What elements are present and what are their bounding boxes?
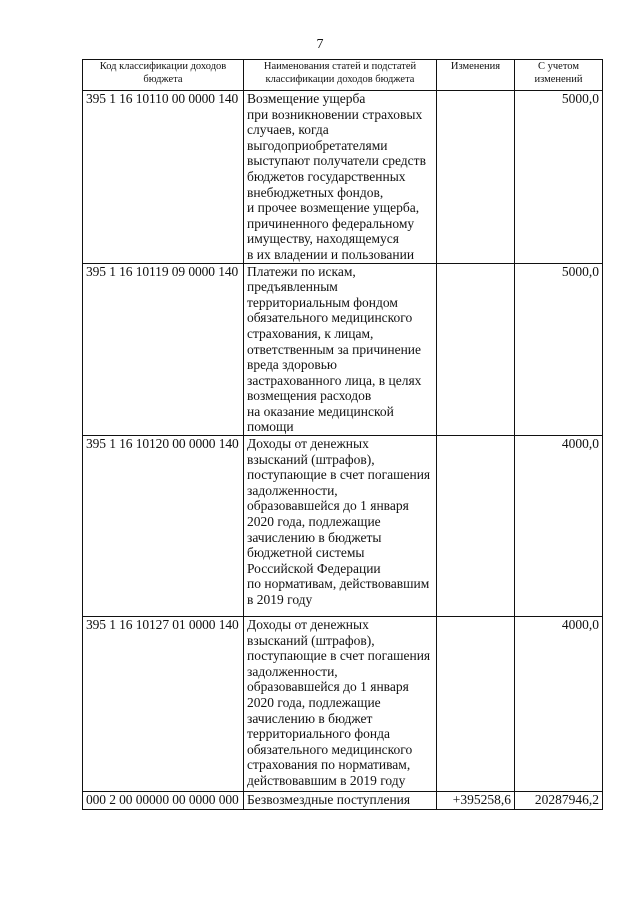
cell-name (244, 263, 437, 436)
table-row (83, 436, 603, 617)
cell-code: 000 2 00 00000 00 0000 000 (83, 792, 244, 810)
name-line: 2020 года, подлежащие (247, 695, 381, 711)
name-line: зачислению в бюджет (247, 710, 373, 726)
name-line: поступающие в счет погашения (247, 648, 431, 664)
name-line: и прочее возмещение ущерба, (247, 200, 420, 216)
name-line: в их владении и пользовании (247, 246, 415, 262)
cell-total: 4000,0 (515, 617, 603, 792)
name-line: по нормативам, действовавшим (247, 576, 430, 592)
name-line: имуществу, находящемуся (247, 231, 399, 247)
table-header-row (83, 60, 603, 91)
name-line: Доходы от денежных (247, 617, 369, 633)
name-line: образовавшейся до 1 января (247, 679, 409, 695)
name-line: взысканий (штрафов), (247, 451, 375, 467)
cell-name (244, 792, 437, 810)
name-line: возмещения расходов (247, 388, 372, 404)
cell-code: 395 1 16 10110 00 0000 140 (83, 91, 244, 264)
cell-change (437, 91, 515, 264)
name-line: зачислению в бюджеты (247, 529, 382, 545)
name-line: обязательного медицинского (247, 741, 413, 757)
name-line: территориального фонда (247, 726, 390, 742)
cell-total: 5000,0 (515, 263, 603, 436)
name-line: случаев, когда (247, 122, 329, 138)
cell-change (437, 617, 515, 792)
name-line: задолженности, (247, 482, 338, 498)
cell-name (244, 617, 437, 792)
name-line: Безвозмездные поступления (247, 792, 411, 808)
name-line: страхования, к лицам, (247, 325, 374, 341)
header-change: Изменения (437, 60, 515, 91)
cell-total: 5000,0 (515, 91, 603, 264)
name-line: в 2019 году (247, 592, 313, 607)
cell-name (244, 91, 437, 264)
cell-change (437, 436, 515, 617)
name-line: действовавшим в 2019 году (247, 773, 406, 788)
cell-name (244, 436, 437, 617)
page-number: 7 (316, 37, 324, 52)
name-line: задолженности, (247, 663, 338, 679)
name-line: бюджетов государственных (247, 168, 406, 184)
name-line: бюджетной системы (247, 545, 365, 561)
cell-change (437, 263, 515, 436)
name-line: на оказание медицинской (247, 403, 394, 419)
cell-code: 395 1 16 10120 00 0000 140 (83, 436, 244, 617)
name-line: 2020 года, подлежащие (247, 514, 381, 530)
table-row (83, 792, 603, 810)
name-line: обязательного медицинского (247, 310, 413, 326)
name-line: Доходы от денежных (247, 436, 369, 452)
name-line: помощи (247, 419, 294, 435)
name-line: Платежи по искам, (247, 263, 356, 279)
header-code: Код классификации доходов бюджета (83, 60, 244, 91)
cell-total: 20287946,2 (515, 792, 603, 810)
name-line: застрахованного лица, в целях (247, 372, 422, 388)
header-total: С учетом изменений (515, 60, 603, 91)
name-line: страхования по нормативам, (247, 757, 411, 773)
table-row (83, 91, 603, 264)
cell-code: 395 1 16 10119 09 0000 140 (83, 263, 244, 436)
name-line: причиненного федеральному (247, 215, 415, 231)
name-line: при возникновении страховых (247, 106, 423, 122)
cell-total: 4000,0 (515, 436, 603, 617)
name-line: ответственным за причинение (247, 341, 422, 357)
name-line: образовавшейся до 1 января (247, 498, 409, 514)
name-line: внебюджетных фондов, (247, 184, 384, 200)
name-line: территориальным фондом (247, 294, 398, 310)
name-line: Российской Федерации (247, 560, 381, 576)
name-line: Возмещение ущерба (247, 91, 366, 106)
table-row (83, 263, 603, 436)
header-name: Наименования статей и подстатей классификации доходов бюджета (244, 60, 437, 91)
cell-change: +395258,6 (437, 792, 515, 810)
name-line: выступают получатели средств (247, 153, 426, 169)
table-row (83, 617, 603, 792)
name-line: поступающие в счет погашения (247, 467, 431, 483)
cell-code: 395 1 16 10127 01 0000 140 (83, 617, 244, 792)
name-line: выгодоприобретателями (247, 137, 388, 153)
name-line: взысканий (штрафов), (247, 632, 375, 648)
name-line: предъявленным (247, 279, 338, 295)
budget-revenue-table (82, 59, 603, 810)
name-line: вреда здоровью (247, 357, 337, 373)
